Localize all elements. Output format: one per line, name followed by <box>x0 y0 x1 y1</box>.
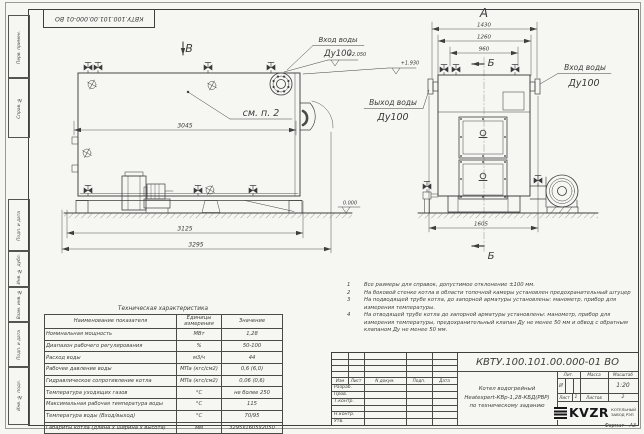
valve-icon <box>440 65 520 76</box>
dim-1430: 1430 <box>477 22 491 29</box>
note-text: На отводящей трубе котла до запорной арматуры установлены: манометр, прибор для измерения температуры, предохранительный клапан Ду не менее 50 мм и обвод с обратным клапаном Ду не менее 50 мм. <box>364 312 628 333</box>
dim-1260: 1260 <box>477 34 491 41</box>
dim-960: 960 <box>478 46 490 53</box>
spec-cell: Максимальная рабочая температура воды <box>45 399 177 411</box>
rev-header-izm: Изм <box>335 378 345 383</box>
ground-hatch <box>64 213 352 218</box>
company-name-line1: КОТЕЛЬНЫЙ <box>611 407 636 413</box>
spec-header: Значение <box>222 315 283 329</box>
spec-cell: 0,06 (0,6) <box>222 375 283 387</box>
lit-header: Лит. <box>563 372 574 377</box>
elevation-marks <box>284 60 416 213</box>
top-stamp-doc-number: КВТУ.100.101.00.000-01 ВО <box>54 15 144 22</box>
spec-row <box>45 410 283 422</box>
company-name-line2: ЗАВОД РЭП <box>611 412 634 417</box>
ground-hatch <box>418 213 598 218</box>
pump-motor-unit <box>122 172 173 213</box>
front-inlet-label: Вход воды <box>564 63 606 72</box>
elev-plus-2050: +2.050 <box>347 52 367 58</box>
side-inlet-label: Вход воды <box>318 36 358 44</box>
valve-icon <box>84 63 276 74</box>
role-tkontr: Т.контр. <box>334 399 354 404</box>
spec-row <box>45 375 283 387</box>
spec-row <box>45 387 283 399</box>
spec-cell: Температура уходящих газов <box>45 387 177 399</box>
spec-cell: Номинальная мощность <box>45 329 177 341</box>
dim-1605: 1605 <box>474 221 488 228</box>
note-item <box>344 282 632 290</box>
product-title-line1: Котел водогрейный <box>478 386 536 393</box>
spec-cell: °С <box>177 387 222 399</box>
note-item <box>344 312 632 335</box>
note-text: На подводящей трубе котла, до запорной арматуры установлены: манометр, прибор для измерения температуры. <box>364 297 617 311</box>
role-nkontr: Н.контр. <box>334 412 355 417</box>
margin-label: Инв. № дубл. <box>16 253 22 285</box>
outlet-nozzle <box>428 79 438 94</box>
lit-value: И <box>559 382 563 389</box>
elev-zero: 0.000 <box>342 200 358 207</box>
spec-row <box>45 352 283 364</box>
spec-cell: не более 250 <box>222 387 283 399</box>
boiler-door <box>459 117 507 199</box>
spec-cell: м3/ч <box>177 352 222 364</box>
side-inlet-dn: Ду100 <box>324 49 352 59</box>
rev-header-data: Дата <box>439 378 450 383</box>
rev-header-list: Лист <box>350 378 362 383</box>
spec-cell: МПа (кгс/см2) <box>177 364 222 376</box>
see-note-ref: см. п. 2 <box>242 108 280 119</box>
spec-cell: 115 <box>222 399 283 411</box>
rev-header-podp: Подп. <box>412 378 426 383</box>
spec-title: Техническая характеристика <box>117 306 209 312</box>
scale-value: 1:20 <box>616 382 630 389</box>
front-drain <box>423 182 438 214</box>
spec-table <box>44 314 283 434</box>
margin-label: Перв. примен. <box>16 30 22 64</box>
spec-cell: мм <box>177 422 222 434</box>
dim-3045: 3045 <box>177 122 193 130</box>
fan-blower <box>530 175 578 213</box>
rev-header-dokum: N докум. <box>375 378 395 383</box>
spec-header: Единицы измерения <box>177 315 222 329</box>
role-prov: Пров. <box>334 392 348 397</box>
spec-cell: Рабочее давление воды <box>45 364 177 376</box>
inlet-flange-icon <box>270 73 292 95</box>
kvzr-logo-icon <box>554 407 567 420</box>
spec-cell: 3295х1605х2050 <box>222 422 283 434</box>
lifting-lug-icon <box>80 77 219 197</box>
note-number: 4 <box>347 312 351 318</box>
spec-row <box>45 329 283 341</box>
note-text: Все размеры для справок, допустимое отклонение ±100 мм. <box>364 282 535 288</box>
role-utv: Утв. <box>334 419 344 424</box>
title-block <box>331 352 639 426</box>
margin-label: Справ. № <box>16 96 22 119</box>
spec-cell: Температура воды (Вход/выход) <box>45 410 177 422</box>
scale-header: Масштаб <box>613 372 633 377</box>
front-inlet-dn: Ду100 <box>568 78 600 89</box>
company-name <box>611 408 636 417</box>
note-number: 1 <box>347 282 351 288</box>
spec-cell: Диапазон рабочего регулирования <box>45 340 177 352</box>
sheets-label: Листов <box>586 394 602 400</box>
control-panel <box>503 92 524 110</box>
note-number: 3 <box>347 297 351 303</box>
titleblock-doc-number: КВТУ.100.101.00.000-01 ВО <box>475 356 620 368</box>
side-dimensions <box>62 121 331 253</box>
spec-row <box>45 364 283 376</box>
spec-cell: Гидравлическое сопротивление котла <box>45 375 177 387</box>
note-item <box>344 297 632 312</box>
margin-label: Подп. и дата <box>16 329 22 360</box>
spec-header: Наименование показателя <box>45 315 177 329</box>
section-b-label-bottom: Б <box>487 251 495 262</box>
format-label <box>556 424 636 429</box>
spec-header-row <box>45 315 283 329</box>
spec-cell: 70/95 <box>222 410 283 422</box>
spec-cell: °С <box>177 399 222 411</box>
spec-cell: МПа (кгс/см2) <box>177 375 222 387</box>
product-title-line2: Heatexpert-КВр-1,28-КБД(РВР) <box>464 394 550 401</box>
company-logo <box>552 401 638 425</box>
spec-cell: Габариты котла (длина х ширина х высота) <box>45 422 177 434</box>
product-title-line3: по техническому заданию <box>469 403 545 410</box>
front-view <box>364 22 611 252</box>
sheet-label: Лист <box>559 394 570 400</box>
spec-cell: МВт <box>177 329 222 341</box>
mass-header: Масса <box>587 372 601 377</box>
inlet-nozzle <box>530 79 540 94</box>
spec-cell: 1,28 <box>222 329 283 341</box>
note-text: На боковой стенке котла в области топочной камеры установлен предохранительный штуцер <box>364 289 631 296</box>
elev-plus-1930: +1.930 <box>400 60 420 67</box>
kvzr-logo-text: KVZR <box>569 404 610 420</box>
view-b-label: В <box>185 42 193 55</box>
spec-cell: % <box>177 340 222 352</box>
front-dimensions <box>429 22 538 232</box>
margin-label: Инв. № подл. <box>16 380 22 411</box>
margin-label: Взам. инв. № <box>16 289 22 320</box>
margin-label: Подп. и дата <box>16 210 22 241</box>
front-outlet-label: Выход воды <box>369 98 417 107</box>
spec-cell: 0,6 (6,0) <box>222 364 283 376</box>
front-outlet-dn: Ду100 <box>377 112 409 123</box>
spec-section <box>44 306 282 434</box>
spec-row <box>45 340 283 352</box>
spec-cell: °С <box>177 410 222 422</box>
note-item <box>344 290 632 298</box>
format-value: А3 <box>629 423 636 429</box>
spec-row <box>45 399 283 411</box>
section-b-label-top: Б <box>487 58 495 69</box>
side-view <box>62 42 416 253</box>
view-a-label: А <box>479 6 489 20</box>
spec-cell: 50-100 <box>222 340 283 352</box>
sheet-value: 1 <box>574 394 578 400</box>
dim-3125: 3125 <box>177 225 193 233</box>
dim-3295: 3295 <box>188 241 204 249</box>
format-word: Формат <box>604 423 625 429</box>
spec-cell: Расход воды <box>45 352 177 364</box>
product-title <box>458 372 556 424</box>
sheets-value: 2 <box>621 394 625 400</box>
spec-row <box>45 422 283 434</box>
spec-cell: 44 <box>222 352 283 364</box>
role-razrab: Разраб. <box>334 385 353 390</box>
notes-list <box>344 282 632 335</box>
note-number: 2 <box>347 289 351 296</box>
